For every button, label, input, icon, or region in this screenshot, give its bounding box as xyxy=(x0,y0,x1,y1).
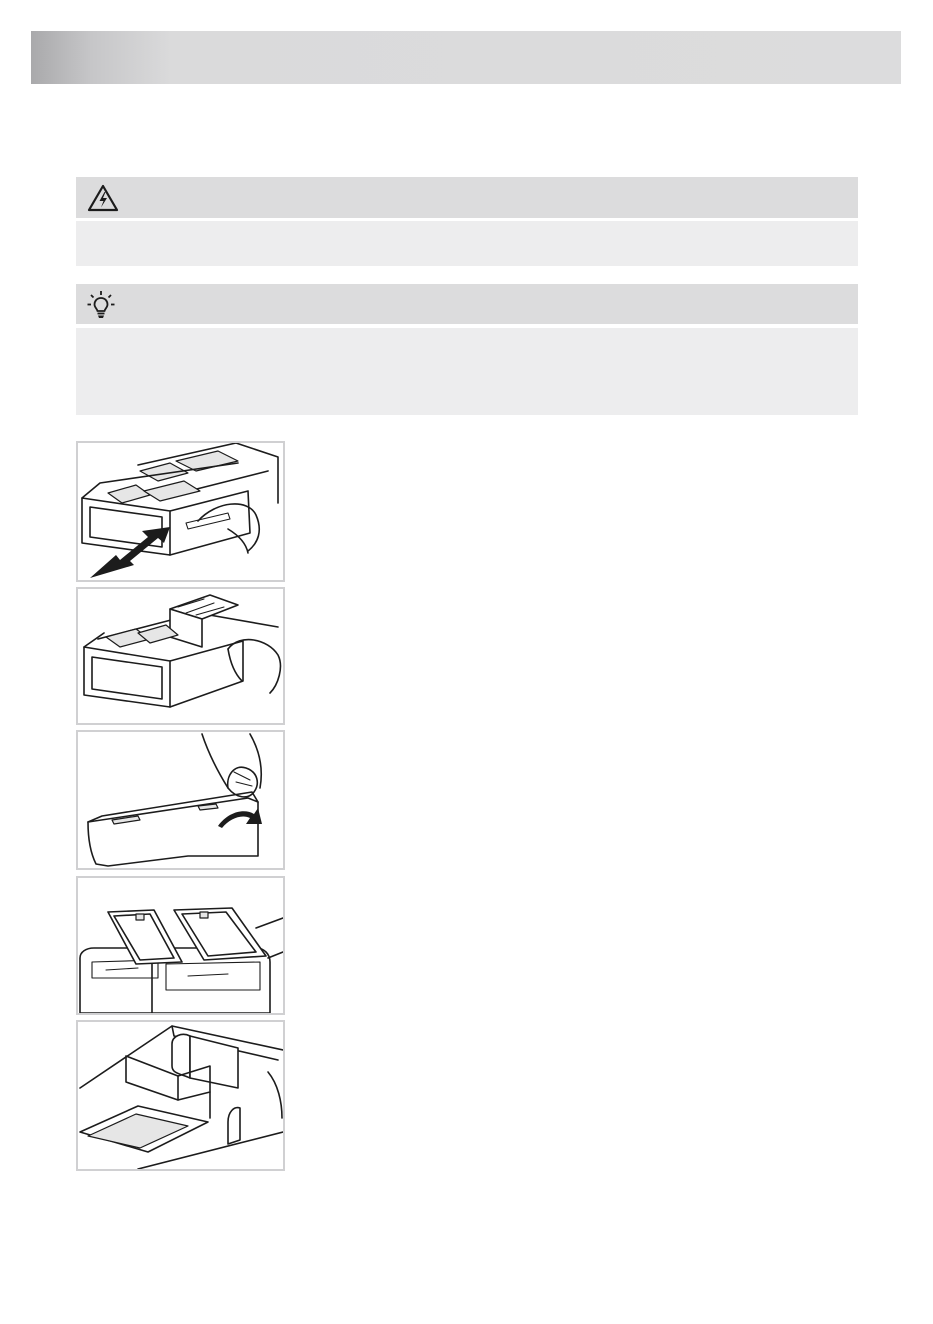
warning-text xyxy=(76,221,858,266)
step-2-figure-lift-insert xyxy=(76,587,285,725)
step-3-figure-remove-siphon-cap xyxy=(76,730,285,870)
tip-text xyxy=(76,328,858,415)
step-1-figure-pull-out-drawer xyxy=(76,441,285,582)
warning-heading-bar xyxy=(76,177,858,218)
page-header-bar xyxy=(31,31,901,84)
electric-hazard-warning-icon xyxy=(86,183,120,218)
lightbulb-icon xyxy=(86,289,116,326)
tip-heading-bar xyxy=(76,284,858,324)
step-5-figure-inner-compartments xyxy=(76,1020,285,1171)
step-4-figure-open-compartment-lids xyxy=(76,876,285,1015)
